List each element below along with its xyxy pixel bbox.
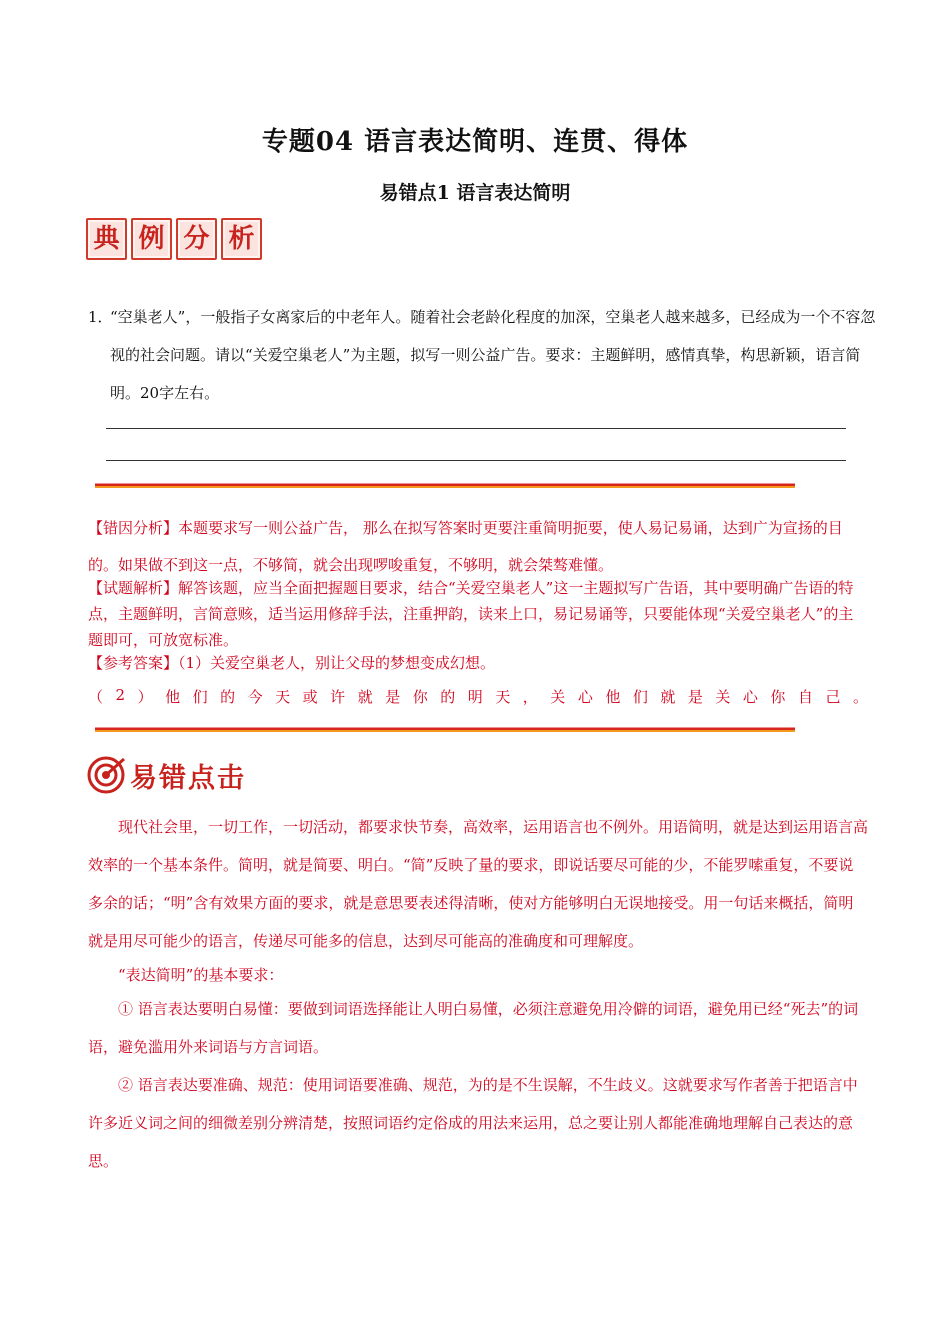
wave-divider xyxy=(95,722,795,736)
question-number: 1． xyxy=(88,308,113,326)
answer-line xyxy=(106,428,846,429)
reference-answer-1: 【参考答案】（1）关爱空巢老人，别让父母的梦想变成幻想。 xyxy=(88,654,496,672)
answer-char: 2 xyxy=(115,686,126,704)
error-analysis xyxy=(88,510,868,584)
badge-label: 易错点击 xyxy=(130,762,246,794)
answer-char: 许 xyxy=(330,688,346,706)
answer-char: 今 xyxy=(247,688,263,706)
answer-char: 就 xyxy=(660,688,676,706)
answer-char: 是 xyxy=(687,688,703,706)
answer-char: ） xyxy=(137,688,153,706)
reference-answer xyxy=(88,653,868,673)
answer-char: 。 xyxy=(852,688,868,706)
answer-char: 关 xyxy=(715,688,731,706)
stamp-char: 析 xyxy=(221,218,262,260)
common-mistakes-badge xyxy=(86,752,266,798)
reference-answer-2 xyxy=(88,686,868,707)
answer-char: 他 xyxy=(165,688,181,706)
section-subtitle: 易错点1 语言表达简明 xyxy=(379,182,571,204)
typical-example-stamp xyxy=(86,214,262,264)
answer-char: 是 xyxy=(385,688,401,706)
explanation-paragraph: ① 语言表达要明白易懂：要做到词语选择能让人明白易懂，必须注意避免用冷僻的词语，避免用已经“死去”的词语，避免滥用外来词语与方言词语。 xyxy=(88,1000,859,1056)
answer-char: 天 xyxy=(495,688,511,706)
solution xyxy=(88,575,868,653)
solution-text: 【试题解析】解答该题，应当全面把握题目要求，结合“关爱空巢老人”这一主题拟写广告语，其中要明确广告语的特点，主题鲜明，言简意赅，适当运用修辞手法，注重押韵，读来上口，易记易诵等，只要能体现“关爱空巢老人”的主题即可，可放宽标准。 xyxy=(88,579,854,649)
answer-char: 天 xyxy=(275,688,291,706)
explanation-paragraph: ② 语言表达要准确、规范：使用词语要准确、规范，为的是不生误解，不生歧义。这就要求写作者善于把语言中许多近义词之间的细微差别分辨清楚，按照词语约定俗成的用法来运用，总之要让别人都能准确地理解自己表达的意思。 xyxy=(88,1076,858,1170)
explanation-body xyxy=(88,808,868,1180)
answer-char: 心 xyxy=(577,688,593,706)
answer-char: 心 xyxy=(742,688,758,706)
answer-char: 关 xyxy=(550,688,566,706)
answer-char: 的 xyxy=(440,688,456,706)
answer-char: 的 xyxy=(220,688,236,706)
stamp-char: 例 xyxy=(131,218,172,260)
question-1 xyxy=(88,298,878,412)
target-icon xyxy=(86,755,126,795)
answer-line xyxy=(106,460,846,461)
answer-char: 你 xyxy=(412,688,428,706)
page-title: 专题04 语言表达简明、连贯、得体 xyxy=(261,127,689,157)
answer-char: 明 xyxy=(467,688,483,706)
explanation-paragraph: “表达简明”的基本要求： xyxy=(118,966,284,984)
error-analysis-text: 【错因分析】本题要求写一则公益广告， 那么在拟写答案时更要注重简明扼要，使人易记易诵，达到广为宣扬的目的。如果做不到这一点，不够简，就会出现啰唆重复，不够明，就会桀骜难懂。 xyxy=(88,519,843,574)
answer-char: 就 xyxy=(357,688,373,706)
answer-char: （ xyxy=(88,688,104,706)
answer-char: 们 xyxy=(632,688,648,706)
answer-char: 自 xyxy=(797,688,813,706)
answer-char: 或 xyxy=(302,688,318,706)
answer-char: ， xyxy=(522,688,538,706)
explanation-paragraph: 现代社会里，一切工作，一切活动，都要求快节奏，高效率，运用语言也不例外。用语简明，就是达到运用语言高效率的一个基本条件。简明，就是简要、明白。“简”反映了量的要求，即说话要尽可能的少，不能罗嗦重复，不要说多余的话；“明”含有效果方面的要求，就是意思要表述得清晰，使对方能够明白无误地接受。用一句话来概括，简明就是用尽可能少的语言，传递尽可能多的信息，达到尽可能高的准确度和可理解度。 xyxy=(88,818,869,950)
answer-char: 你 xyxy=(770,688,786,706)
stamp-char: 典 xyxy=(86,218,127,260)
answer-char: 他 xyxy=(605,688,621,706)
question-text: “空巢老人”，一般指子女离家后的中老年人。随着社会老龄化程度的加深，空巢老人越来越多，已经成为一个不容忽视的社会问题。请以“关爱空巢老人”为主题，拟写一则公益广告。要求：主题鲜明，感情真挚，构思新颖，语言简明。20字左右。 xyxy=(110,308,876,402)
answer-char: 们 xyxy=(192,688,208,706)
answer-char: 己 xyxy=(825,688,841,706)
wave-divider xyxy=(95,478,795,492)
stamp-char: 分 xyxy=(176,218,217,260)
